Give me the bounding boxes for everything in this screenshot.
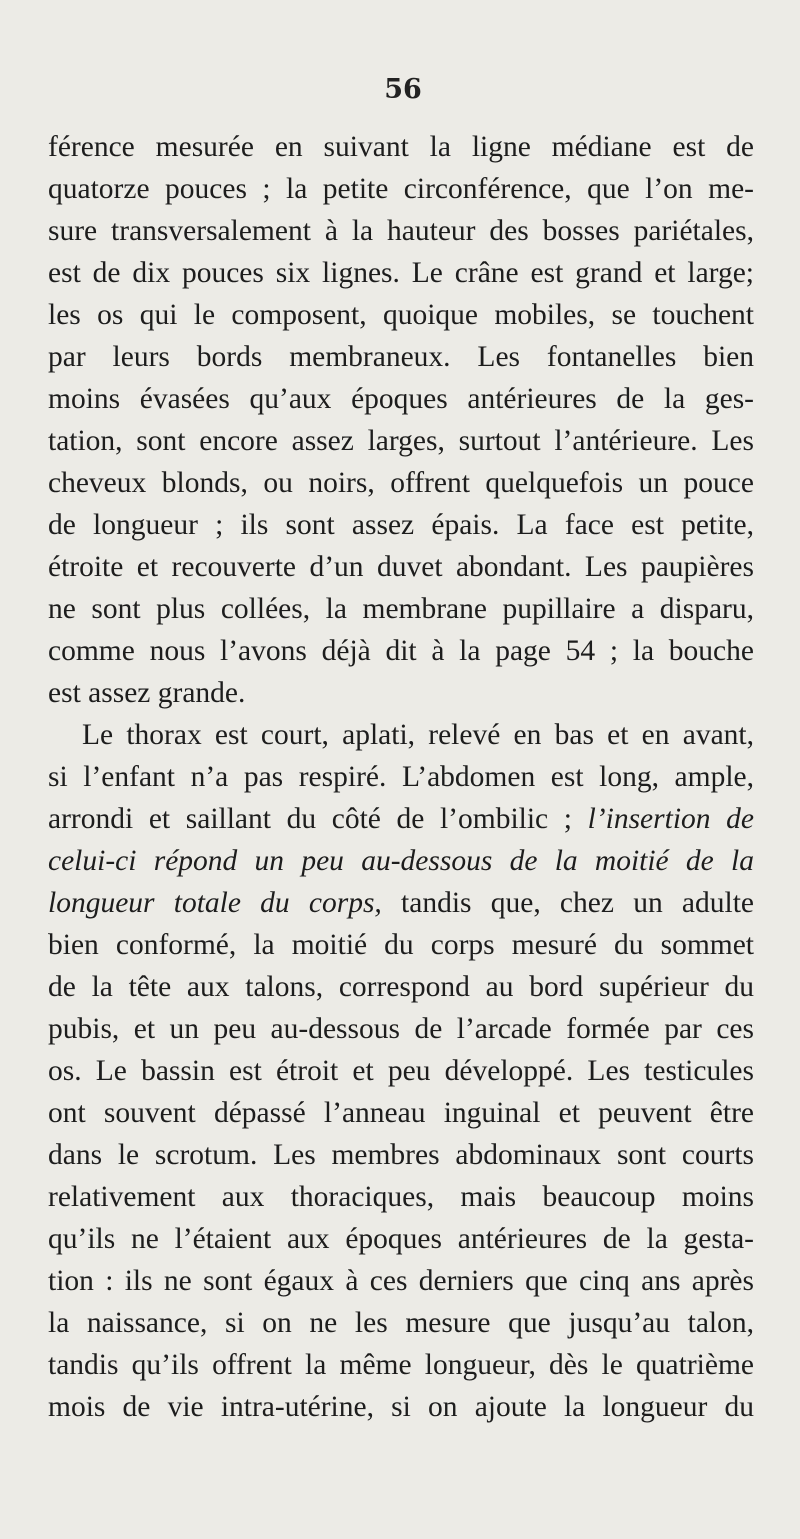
page-body: [48, 126, 754, 1428]
text-line-mixed: [48, 882, 754, 924]
italic-segment: longueur totale du corps,: [48, 887, 382, 919]
text-line: cheveux blonds, ou noirs, offrent quelquefois un pouce: [48, 467, 754, 499]
text-line: qu’ils ne l’étaient aux époques antérieures de la gesta-: [48, 1223, 754, 1255]
text-line: Le thorax est court, aplati, relevé en bas et en avant,: [82, 719, 754, 751]
text-line: comme nous l’avons déjà dit à la page 54 ; la bouche: [48, 635, 754, 667]
text-line: moins évasées qu’aux époques antérieures de la ges-: [48, 383, 754, 415]
text-line: dans le scrotum. Les membres abdominaux sont courts: [48, 1139, 754, 1171]
text-line: os. Le bassin est étroit et peu développé. Les testicules: [48, 1055, 754, 1087]
text-line: bien conformé, la moitié du corps mesuré du sommet: [48, 929, 754, 961]
text-line-mixed: [48, 798, 754, 840]
text-line: de la tête aux talons, correspond au bord supérieur du: [48, 971, 754, 1003]
text-line: est assez grande.: [48, 677, 246, 709]
text-line: ont souvent dépassé l’anneau inguinal et peuvent être: [48, 1097, 754, 1129]
text-line: les os qui le composent, quoique mobiles, se touchent: [48, 299, 754, 331]
text-line: sure transversalement à la hauteur des bosses pariétales,: [48, 215, 754, 247]
text-line: férence mesurée en suivant la ligne médiane est de: [48, 131, 754, 163]
text-line: est de dix pouces six lignes. Le crâne est grand et large;: [48, 257, 754, 289]
text-line: mois de vie intra-utérine, si on ajoute la longueur du: [48, 1391, 754, 1423]
page-number: 56: [384, 74, 422, 105]
text-line: quatorze pouces ; la petite circonférence, que l’on me-: [48, 173, 754, 205]
text-line: ne sont plus collées, la membrane pupillaire a disparu,: [48, 593, 754, 625]
italic-line: celui-ci répond un peu au-dessous de la moitié de la: [48, 845, 754, 877]
text-line: relativement aux thoraciques, mais beaucoup moins: [48, 1181, 754, 1213]
text-line: par leurs bords membraneux. Les fontanelles bien: [48, 341, 754, 373]
italic-segment: l’insertion de: [587, 803, 755, 835]
text-line: tion : ils ne sont égaux à ces derniers que cinq ans après: [48, 1265, 754, 1297]
text-line: de longueur ; ils sont assez épais. La face est petite,: [48, 509, 754, 541]
text-line: tation, sont encore assez larges, surtout l’antérieure. Les: [48, 425, 754, 457]
text-segment: arrondi et saillant du côté de l’ombilic ;: [48, 803, 572, 835]
text-line: tandis qu’ils offrent la même longueur, dès le quatrième: [48, 1349, 754, 1381]
text-line: la naissance, si on ne les mesure que jusqu’au talon,: [48, 1307, 754, 1339]
text-line: étroite et recouverte d’un duvet abondant. Les paupières: [48, 551, 754, 583]
text-line: si l’enfant n’a pas respiré. L’abdomen est long, ample,: [48, 761, 754, 793]
text-segment: tandis que, chez un adulte: [401, 887, 754, 919]
text-line: pubis, et un peu au-dessous de l’arcade formée par ces: [48, 1013, 754, 1045]
